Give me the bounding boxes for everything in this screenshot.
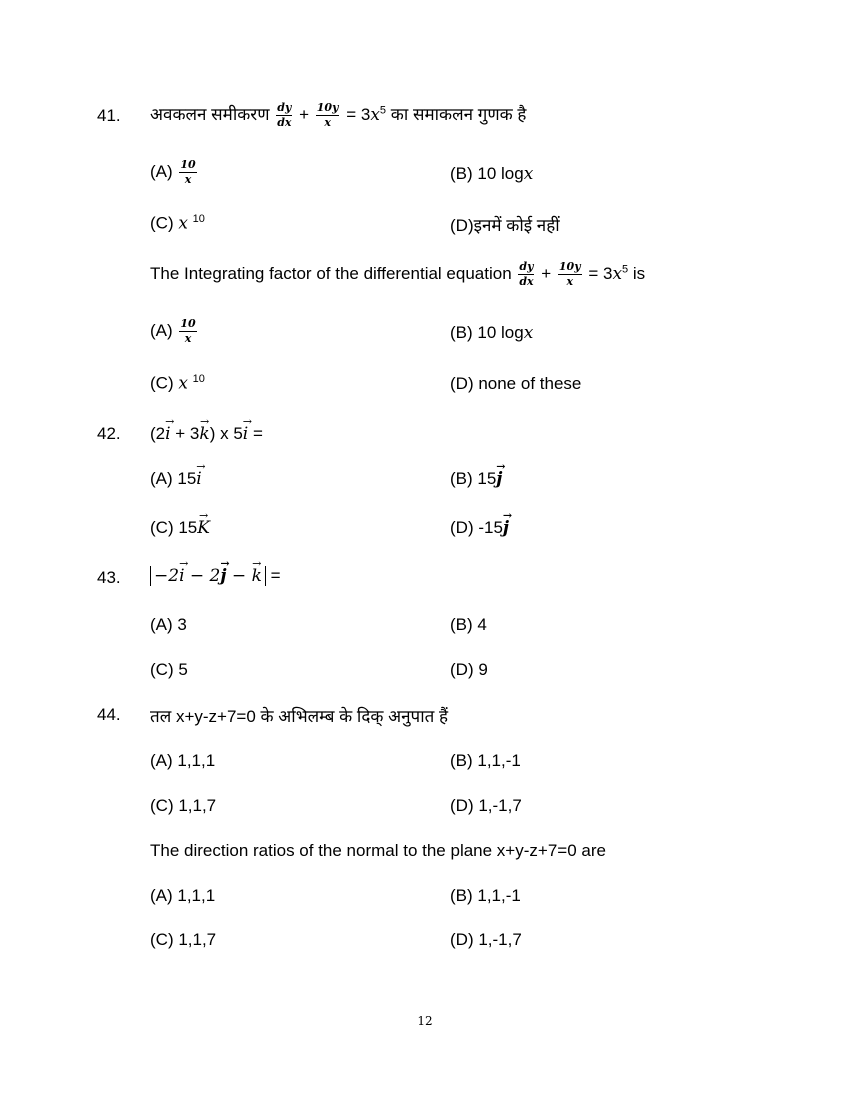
fraction — [179, 159, 196, 186]
fraction-denominator: x — [324, 116, 331, 130]
stem-text: के अभिलम्ब के दिक् अनुपात हैं — [260, 707, 449, 726]
option-b — [450, 469, 502, 489]
option-label: (C) — [150, 213, 174, 233]
question-stem-english — [150, 261, 645, 288]
expr-part: − — [226, 566, 252, 586]
fraction-numerator: dy — [277, 101, 292, 115]
vector-j: j → — [220, 566, 226, 586]
question-number: 42. — [97, 424, 121, 443]
fraction-numerator: 10 — [180, 317, 196, 330]
exponent: 10 — [192, 213, 205, 225]
variable: x — [370, 105, 380, 125]
vector-k: k → — [252, 566, 262, 586]
vector-i: i → — [196, 469, 201, 489]
option-a: (A) 1,1,1 — [150, 886, 216, 905]
option-b: (B) 1,1,-1 — [450, 751, 521, 770]
question-number: 43. — [97, 568, 121, 587]
stem-tail: का समाकलन गुणक है — [390, 105, 527, 124]
exponent: 5 — [622, 263, 629, 276]
fraction — [179, 318, 196, 345]
option-a — [150, 159, 199, 186]
option-b — [450, 323, 533, 343]
fraction-numerator: 10y — [316, 101, 339, 115]
vector-i: i → — [243, 424, 248, 444]
fraction-dy-dx — [276, 102, 292, 129]
expr-part: = — [265, 566, 281, 585]
vector-j: j → — [503, 518, 509, 538]
exponent: 5 — [379, 104, 387, 117]
variable: x — [612, 263, 623, 284]
option-d: (D) 1,-1,7 — [450, 930, 522, 949]
expr-part: + 3 — [170, 424, 200, 443]
vector-k: K → — [197, 518, 210, 538]
expr-part: = — [248, 424, 263, 443]
option-d — [450, 518, 509, 538]
plane-equation: x+y-z+7=0 — [171, 707, 261, 726]
fraction-numerator: 10 — [180, 158, 196, 171]
option-d: (D) none of these — [450, 374, 582, 393]
stem-text: तल — [150, 707, 172, 726]
option-label: (D) -15 — [450, 518, 503, 537]
option-d: (D) 9 — [450, 660, 488, 679]
option-label: (B) 10 log — [450, 323, 524, 342]
plus-sign: + — [299, 105, 310, 124]
expr-part: ) x 5 — [209, 424, 243, 443]
option-a — [150, 469, 202, 489]
equation-rhs: = 3 — [588, 263, 613, 283]
question-stem — [150, 566, 281, 586]
fraction-numerator: dy — [519, 260, 534, 273]
fraction-denominator: x — [184, 173, 192, 186]
stem-tail: is — [632, 263, 646, 283]
option-label: (B) 10 log — [450, 164, 524, 183]
absolute-value — [150, 566, 266, 586]
option-label: (C) — [150, 373, 174, 393]
question-number: 44. — [97, 705, 121, 724]
page-number: 12 — [417, 1014, 433, 1028]
option-c — [150, 213, 205, 234]
option-label: (A) — [150, 161, 173, 181]
option-b: (B) 1,1,-1 — [450, 886, 521, 905]
vector-k: k → — [199, 424, 209, 444]
option-d: (D)इनमें कोई नहीं — [450, 216, 560, 235]
expr-part: − 2 — [184, 566, 221, 586]
fraction-denominator: x — [566, 275, 574, 288]
question-stem-hindi — [150, 704, 448, 727]
option-label: (C) 15 — [150, 518, 198, 537]
variable: x — [523, 164, 534, 184]
expr-part: (2 — [150, 424, 166, 443]
variable: x — [523, 323, 534, 343]
fraction-10y-x — [316, 102, 340, 129]
option-c: (C) 1,1,7 — [150, 930, 217, 949]
option-c: (C) 5 — [150, 660, 188, 679]
stem-text: अवकलन समीकरण — [150, 105, 270, 124]
option-d: (D) 1,-1,7 — [450, 796, 522, 815]
exponent: 10 — [192, 373, 205, 385]
option-c: (C) 1,1,7 — [150, 796, 217, 815]
fraction-numerator: 10y — [558, 260, 581, 273]
stem-text: The Integrating factor of the differential equation — [150, 263, 512, 283]
equation-rhs: = 3 — [346, 105, 371, 124]
option-a: (A) 3 — [150, 615, 187, 634]
option-a — [150, 318, 199, 345]
option-c — [150, 518, 210, 538]
option-label: (A) — [150, 320, 173, 340]
option-b: (B) 4 — [450, 615, 487, 634]
fraction-dy-dx — [518, 261, 534, 288]
option-b — [450, 164, 533, 184]
vector-i: i → — [179, 566, 184, 586]
question-number: 41. — [97, 106, 121, 125]
fraction-10y-x — [558, 261, 582, 288]
option-a: (A) 1,1,1 — [150, 751, 216, 770]
question-stem — [150, 424, 263, 444]
option-c — [150, 373, 205, 394]
expr-part: −2 — [154, 566, 180, 586]
option-label: (A) 15 — [150, 469, 197, 488]
fraction-denominator: dx — [277, 116, 292, 130]
option-label: (B) 15 — [450, 469, 497, 488]
vector-j: j → — [496, 469, 502, 489]
question-stem-hindi — [150, 102, 526, 129]
fraction-denominator: dx — [519, 275, 534, 288]
vector-i: i → — [165, 424, 170, 444]
variable: x — [178, 373, 188, 394]
plus-sign: + — [541, 263, 552, 283]
question-stem-english: The direction ratios of the normal to the plane x+y-z+7=0 are — [150, 841, 606, 860]
variable: x — [178, 213, 188, 234]
fraction-denominator: x — [184, 332, 192, 345]
